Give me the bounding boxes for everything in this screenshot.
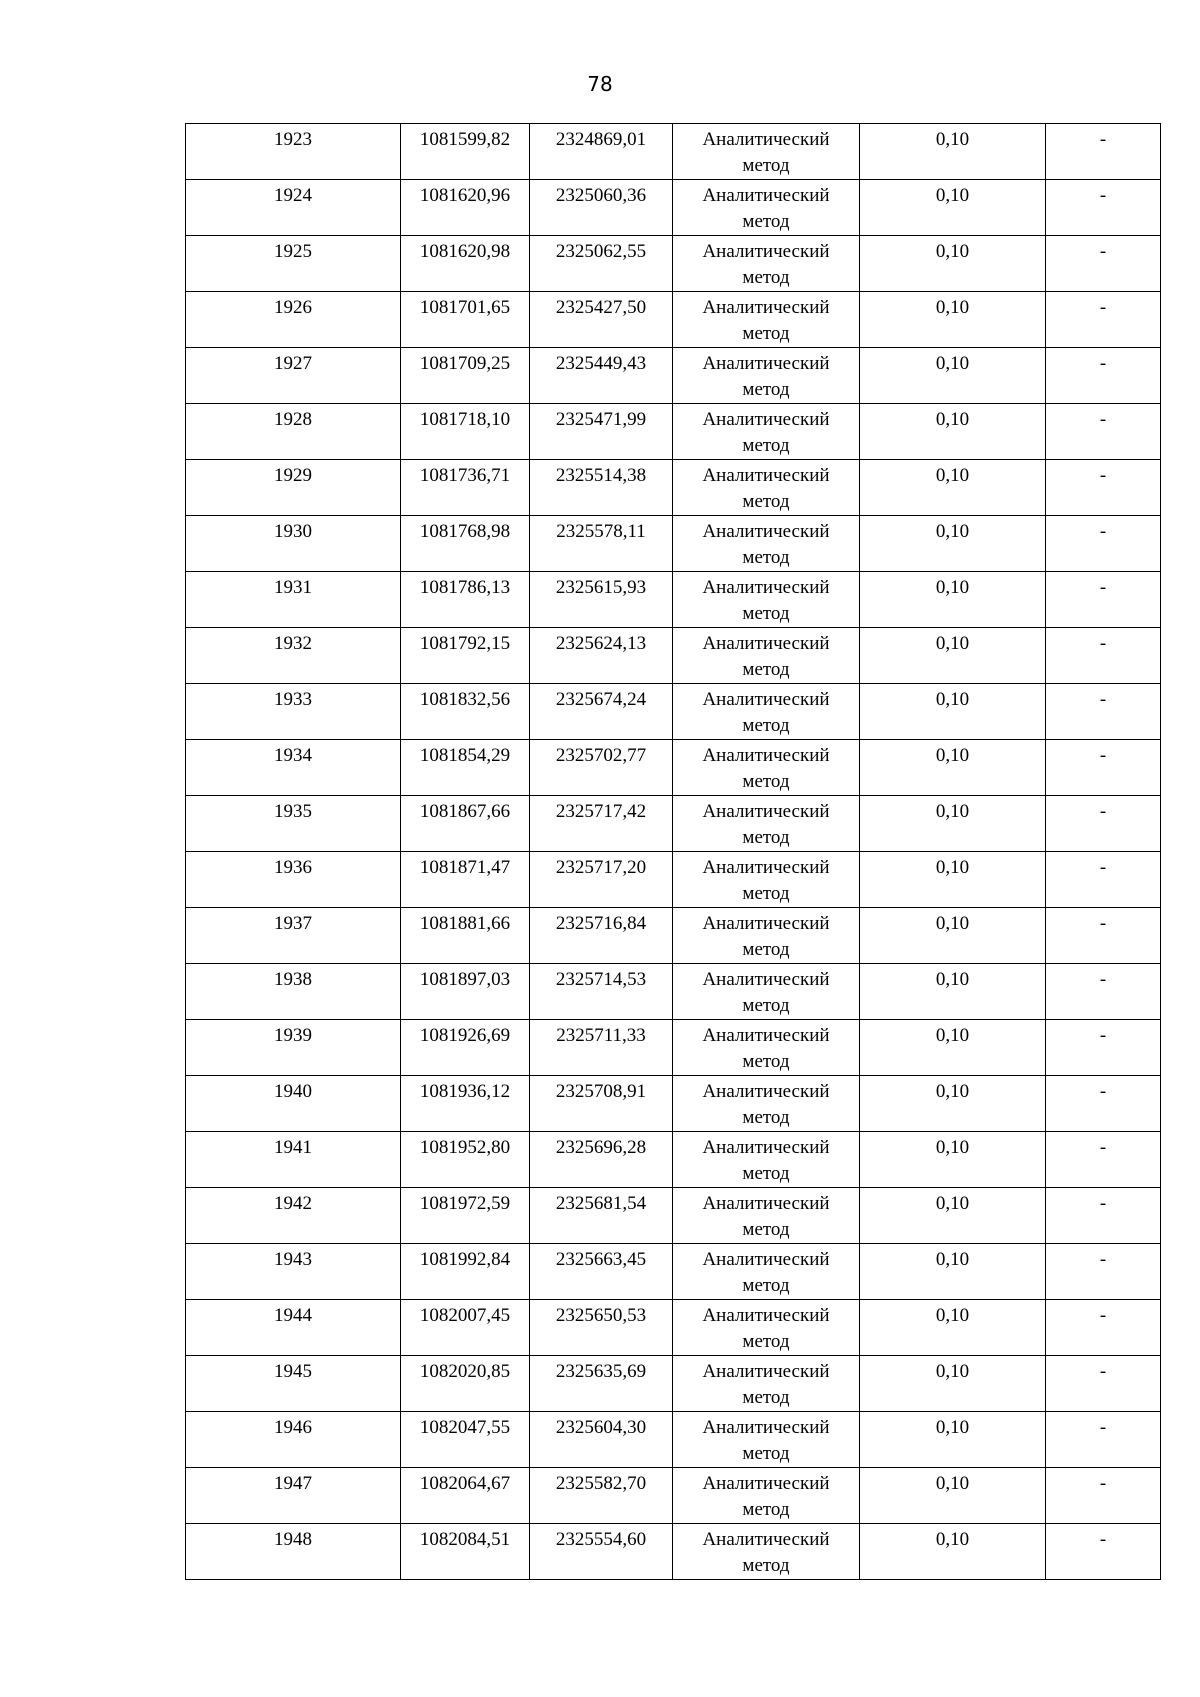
coord-x-cell: 1081792,15: [401, 628, 530, 684]
coord-y-cell: 2325714,53: [530, 964, 673, 1020]
method-cell: [673, 628, 860, 684]
coord-y-cell: 2325635,69: [530, 1356, 673, 1412]
point-number-cell: 1947: [186, 1468, 401, 1524]
coord-x-cell: 1081832,56: [401, 684, 530, 740]
description-cell: -: [1046, 852, 1161, 908]
method-text: Аналитический метод: [702, 1417, 830, 1464]
description-cell: -: [1046, 1244, 1161, 1300]
point-number-cell: 1925: [186, 236, 401, 292]
method-cell: [673, 964, 860, 1020]
accuracy-cell: 0,10: [860, 404, 1046, 460]
method-cell: [673, 404, 860, 460]
accuracy-cell: 0,10: [860, 908, 1046, 964]
description-cell: -: [1046, 180, 1161, 236]
method-text: Аналитический метод: [702, 801, 830, 848]
coord-x-cell: 1081786,13: [401, 572, 530, 628]
description-cell: -: [1046, 292, 1161, 348]
description-cell: -: [1046, 1356, 1161, 1412]
table-row: [186, 1468, 1161, 1524]
accuracy-cell: 0,10: [860, 1188, 1046, 1244]
point-number-cell: 1941: [186, 1132, 401, 1188]
table-row: [186, 124, 1161, 180]
description-cell: -: [1046, 628, 1161, 684]
coord-x-cell: 1081867,66: [401, 796, 530, 852]
point-number-cell: 1939: [186, 1020, 401, 1076]
method-text: Аналитический метод: [702, 633, 830, 680]
point-number-cell: 1929: [186, 460, 401, 516]
method-text: Аналитический метод: [702, 409, 830, 456]
coord-x-cell: 1081881,66: [401, 908, 530, 964]
table-row: [186, 180, 1161, 236]
point-number-cell: 1940: [186, 1076, 401, 1132]
table-row: [186, 964, 1161, 1020]
description-cell: -: [1046, 1468, 1161, 1524]
accuracy-cell: 0,10: [860, 684, 1046, 740]
coord-x-cell: 1081952,80: [401, 1132, 530, 1188]
point-number-cell: 1928: [186, 404, 401, 460]
point-number-cell: 1936: [186, 852, 401, 908]
table-row: [186, 628, 1161, 684]
coord-y-cell: 2325708,91: [530, 1076, 673, 1132]
coord-x-cell: 1082020,85: [401, 1356, 530, 1412]
coord-x-cell: 1081768,98: [401, 516, 530, 572]
description-cell: -: [1046, 796, 1161, 852]
coordinates-table-body: [186, 124, 1161, 1580]
coord-x-cell: 1081992,84: [401, 1244, 530, 1300]
method-cell: [673, 852, 860, 908]
method-cell: [673, 1188, 860, 1244]
coord-x-cell: 1081926,69: [401, 1020, 530, 1076]
method-cell: [673, 908, 860, 964]
accuracy-cell: 0,10: [860, 124, 1046, 180]
method-cell: [673, 516, 860, 572]
description-cell: -: [1046, 1188, 1161, 1244]
method-text: Аналитический метод: [702, 1361, 830, 1408]
accuracy-cell: 0,10: [860, 1020, 1046, 1076]
accuracy-cell: 0,10: [860, 236, 1046, 292]
method-text: Аналитический метод: [702, 465, 830, 512]
method-text: Аналитический метод: [702, 745, 830, 792]
accuracy-cell: 0,10: [860, 740, 1046, 796]
method-text: Аналитический метод: [702, 521, 830, 568]
point-number-cell: 1937: [186, 908, 401, 964]
method-text: Аналитический метод: [702, 1025, 830, 1072]
accuracy-cell: 0,10: [860, 572, 1046, 628]
description-cell: -: [1046, 1524, 1161, 1580]
table-row: [186, 404, 1161, 460]
method-cell: [673, 292, 860, 348]
coord-y-cell: 2325615,93: [530, 572, 673, 628]
table-row: [186, 684, 1161, 740]
coord-y-cell: 2325663,45: [530, 1244, 673, 1300]
coord-y-cell: 2325681,54: [530, 1188, 673, 1244]
method-text: Аналитический метод: [702, 913, 830, 960]
coord-x-cell: 1081871,47: [401, 852, 530, 908]
method-text: Аналитический метод: [702, 353, 830, 400]
point-number-cell: 1938: [186, 964, 401, 1020]
accuracy-cell: 0,10: [860, 292, 1046, 348]
table-row: [186, 1412, 1161, 1468]
method-text: Аналитический метод: [702, 129, 830, 176]
point-number-cell: 1946: [186, 1412, 401, 1468]
point-number-cell: 1930: [186, 516, 401, 572]
accuracy-cell: 0,10: [860, 964, 1046, 1020]
accuracy-cell: 0,10: [860, 180, 1046, 236]
accuracy-cell: 0,10: [860, 1132, 1046, 1188]
coord-x-cell: 1081854,29: [401, 740, 530, 796]
coord-x-cell: 1081736,71: [401, 460, 530, 516]
point-number-cell: 1944: [186, 1300, 401, 1356]
coord-x-cell: 1082064,67: [401, 1468, 530, 1524]
coord-y-cell: 2325674,24: [530, 684, 673, 740]
description-cell: -: [1046, 1412, 1161, 1468]
description-cell: -: [1046, 404, 1161, 460]
table-row: [186, 516, 1161, 572]
accuracy-cell: 0,10: [860, 1524, 1046, 1580]
table-row: [186, 1356, 1161, 1412]
method-text: Аналитический метод: [702, 1529, 830, 1576]
method-text: Аналитический метод: [702, 1473, 830, 1520]
description-cell: -: [1046, 572, 1161, 628]
coord-x-cell: 1081972,59: [401, 1188, 530, 1244]
description-cell: -: [1046, 124, 1161, 180]
accuracy-cell: 0,10: [860, 628, 1046, 684]
method-cell: [673, 460, 860, 516]
method-cell: [673, 1132, 860, 1188]
point-number-cell: 1933: [186, 684, 401, 740]
coord-y-cell: 2325578,11: [530, 516, 673, 572]
description-cell: -: [1046, 1132, 1161, 1188]
coord-x-cell: 1081701,65: [401, 292, 530, 348]
coord-x-cell: 1081709,25: [401, 348, 530, 404]
method-cell: [673, 1020, 860, 1076]
coord-y-cell: 2325514,38: [530, 460, 673, 516]
table-row: [186, 1244, 1161, 1300]
point-number-cell: 1927: [186, 348, 401, 404]
description-cell: -: [1046, 460, 1161, 516]
table-row: [186, 348, 1161, 404]
description-cell: -: [1046, 1020, 1161, 1076]
method-text: Аналитический метод: [702, 969, 830, 1016]
coord-y-cell: 2325624,13: [530, 628, 673, 684]
table-row: [186, 1524, 1161, 1580]
accuracy-cell: 0,10: [860, 852, 1046, 908]
description-cell: -: [1046, 684, 1161, 740]
method-cell: [673, 1468, 860, 1524]
method-cell: [673, 1356, 860, 1412]
accuracy-cell: 0,10: [860, 796, 1046, 852]
coord-y-cell: 2325717,42: [530, 796, 673, 852]
method-cell: [673, 1412, 860, 1468]
accuracy-cell: 0,10: [860, 1244, 1046, 1300]
method-text: Аналитический метод: [702, 297, 830, 344]
coord-y-cell: 2325427,50: [530, 292, 673, 348]
method-cell: [673, 348, 860, 404]
description-cell: -: [1046, 908, 1161, 964]
table-row: [186, 908, 1161, 964]
method-text: Аналитический метод: [702, 1249, 830, 1296]
method-cell: [673, 796, 860, 852]
table-row: [186, 236, 1161, 292]
coord-y-cell: 2325711,33: [530, 1020, 673, 1076]
method-cell: [673, 684, 860, 740]
coord-x-cell: 1081718,10: [401, 404, 530, 460]
table-row: [186, 572, 1161, 628]
description-cell: -: [1046, 1076, 1161, 1132]
point-number-cell: 1948: [186, 1524, 401, 1580]
point-number-cell: 1934: [186, 740, 401, 796]
description-cell: -: [1046, 236, 1161, 292]
point-number-cell: 1931: [186, 572, 401, 628]
method-cell: [673, 1524, 860, 1580]
point-number-cell: 1935: [186, 796, 401, 852]
table-row: [186, 460, 1161, 516]
coord-y-cell: 2325060,36: [530, 180, 673, 236]
point-number-cell: 1923: [186, 124, 401, 180]
description-cell: -: [1046, 348, 1161, 404]
coord-y-cell: 2325062,55: [530, 236, 673, 292]
coord-x-cell: 1081897,03: [401, 964, 530, 1020]
coord-x-cell: 1081599,82: [401, 124, 530, 180]
coord-x-cell: 1082084,51: [401, 1524, 530, 1580]
point-number-cell: 1943: [186, 1244, 401, 1300]
table-row: [186, 1188, 1161, 1244]
accuracy-cell: 0,10: [860, 1076, 1046, 1132]
point-number-cell: 1926: [186, 292, 401, 348]
method-text: Аналитический метод: [702, 1137, 830, 1184]
accuracy-cell: 0,10: [860, 1412, 1046, 1468]
method-text: Аналитический метод: [702, 577, 830, 624]
table-row: [186, 852, 1161, 908]
coordinates-table: [185, 123, 1161, 1580]
method-cell: [673, 236, 860, 292]
coord-x-cell: 1082007,45: [401, 1300, 530, 1356]
method-text: Аналитический метод: [702, 241, 830, 288]
point-number-cell: 1924: [186, 180, 401, 236]
coord-x-cell: 1081936,12: [401, 1076, 530, 1132]
table-row: [186, 292, 1161, 348]
method-cell: [673, 180, 860, 236]
accuracy-cell: 0,10: [860, 348, 1046, 404]
table-row: [186, 1076, 1161, 1132]
accuracy-cell: 0,10: [860, 1468, 1046, 1524]
coord-x-cell: 1082047,55: [401, 1412, 530, 1468]
coord-y-cell: 2324869,01: [530, 124, 673, 180]
coord-y-cell: 2325650,53: [530, 1300, 673, 1356]
method-text: Аналитический метод: [702, 689, 830, 736]
point-number-cell: 1932: [186, 628, 401, 684]
accuracy-cell: 0,10: [860, 516, 1046, 572]
method-text: Аналитический метод: [702, 1305, 830, 1352]
table-row: [186, 1300, 1161, 1356]
coord-x-cell: 1081620,96: [401, 180, 530, 236]
coord-y-cell: 2325604,30: [530, 1412, 673, 1468]
table-row: [186, 796, 1161, 852]
method-cell: [673, 740, 860, 796]
coord-y-cell: 2325702,77: [530, 740, 673, 796]
table-row: [186, 1132, 1161, 1188]
coord-y-cell: 2325554,60: [530, 1524, 673, 1580]
accuracy-cell: 0,10: [860, 1300, 1046, 1356]
description-cell: -: [1046, 1300, 1161, 1356]
point-number-cell: 1942: [186, 1188, 401, 1244]
coord-y-cell: 2325696,28: [530, 1132, 673, 1188]
description-cell: -: [1046, 964, 1161, 1020]
method-cell: [673, 1300, 860, 1356]
accuracy-cell: 0,10: [860, 1356, 1046, 1412]
method-cell: [673, 1244, 860, 1300]
coord-y-cell: 2325471,99: [530, 404, 673, 460]
page-number: 78: [587, 72, 613, 96]
method-cell: [673, 1076, 860, 1132]
method-text: Аналитический метод: [702, 185, 830, 232]
method-text: Аналитический метод: [702, 1081, 830, 1128]
method-text: Аналитический метод: [702, 857, 830, 904]
description-cell: -: [1046, 516, 1161, 572]
table-row: [186, 1020, 1161, 1076]
coord-y-cell: 2325716,84: [530, 908, 673, 964]
method-cell: [673, 124, 860, 180]
method-text: Аналитический метод: [702, 1193, 830, 1240]
coord-y-cell: 2325582,70: [530, 1468, 673, 1524]
point-number-cell: 1945: [186, 1356, 401, 1412]
coord-x-cell: 1081620,98: [401, 236, 530, 292]
method-cell: [673, 572, 860, 628]
accuracy-cell: 0,10: [860, 460, 1046, 516]
coord-y-cell: 2325717,20: [530, 852, 673, 908]
coord-y-cell: 2325449,43: [530, 348, 673, 404]
description-cell: -: [1046, 740, 1161, 796]
table-row: [186, 740, 1161, 796]
